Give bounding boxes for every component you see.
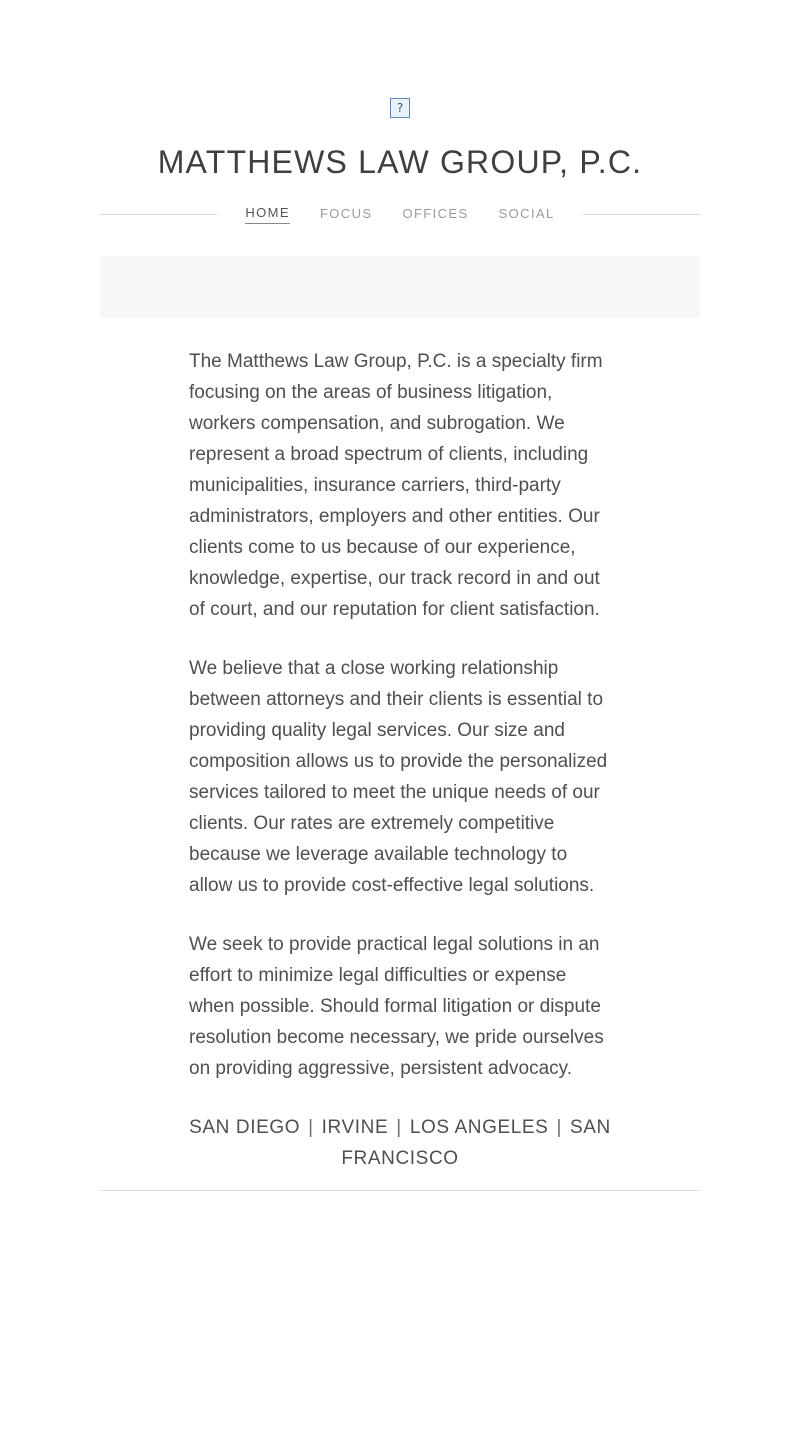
location-separator: | <box>556 1117 562 1138</box>
office-locations <box>150 1112 650 1174</box>
nav-item-offices[interactable]: OFFICES <box>402 205 469 221</box>
footer-divider <box>100 1190 700 1191</box>
nav-item-home[interactable]: HOME <box>245 205 290 224</box>
paragraph-intro: The Matthews Law Group, P.C. is a specialty firm focusing on the areas of business litigation, workers compensation, and subrogation. We represent a broad spectrum of clients, including municipalities, insurance carriers, third-party administrators, employers and other entities. Our clients come to us because of our experience, knowledge, expertise, our track record in and out of court, and our reputation for client satisfaction. <box>189 351 603 620</box>
hero-banner <box>100 256 700 318</box>
nav-links <box>217 205 582 224</box>
page-title: MATTHEWS LAW GROUP, P.C. <box>157 144 643 180</box>
nav-rule-right <box>583 214 700 215</box>
nav-item-focus[interactable]: FOCUS <box>319 205 373 221</box>
paragraph-solutions: We seek to provide practical legal solutions in an effort to minimize legal difficulties or expense when possible. Should formal litigation or dispute resolution become necessary, we pride ourselves on providing aggressive, persistent advocacy. <box>189 934 604 1079</box>
main-navigation <box>0 205 800 224</box>
location-los-angeles: LOS ANGELES <box>409 1117 549 1138</box>
location-san-francisco: SAN FRANCISCO <box>341 1117 611 1169</box>
site-logo <box>0 0 800 118</box>
nav-item-social[interactable]: SOCIAL <box>498 205 555 221</box>
location-san-diego: SAN DIEGO <box>189 1117 301 1138</box>
nav-rule-left <box>100 214 217 215</box>
location-irvine: IRVINE <box>321 1117 389 1138</box>
main-content <box>189 318 611 1084</box>
location-separator: | <box>308 1117 314 1138</box>
location-separator: | <box>396 1117 402 1138</box>
broken-image-icon: ? <box>390 98 410 118</box>
paragraph-relationship: We believe that a close working relationship between attorneys and their clients is essential to providing quality legal services. Our size and composition allows us to provide the personalized services tailored to meet the unique needs of our clients. Our rates are extremely competitive because we leverage available technology to allow us to provide cost-effective legal solutions. <box>189 658 608 896</box>
